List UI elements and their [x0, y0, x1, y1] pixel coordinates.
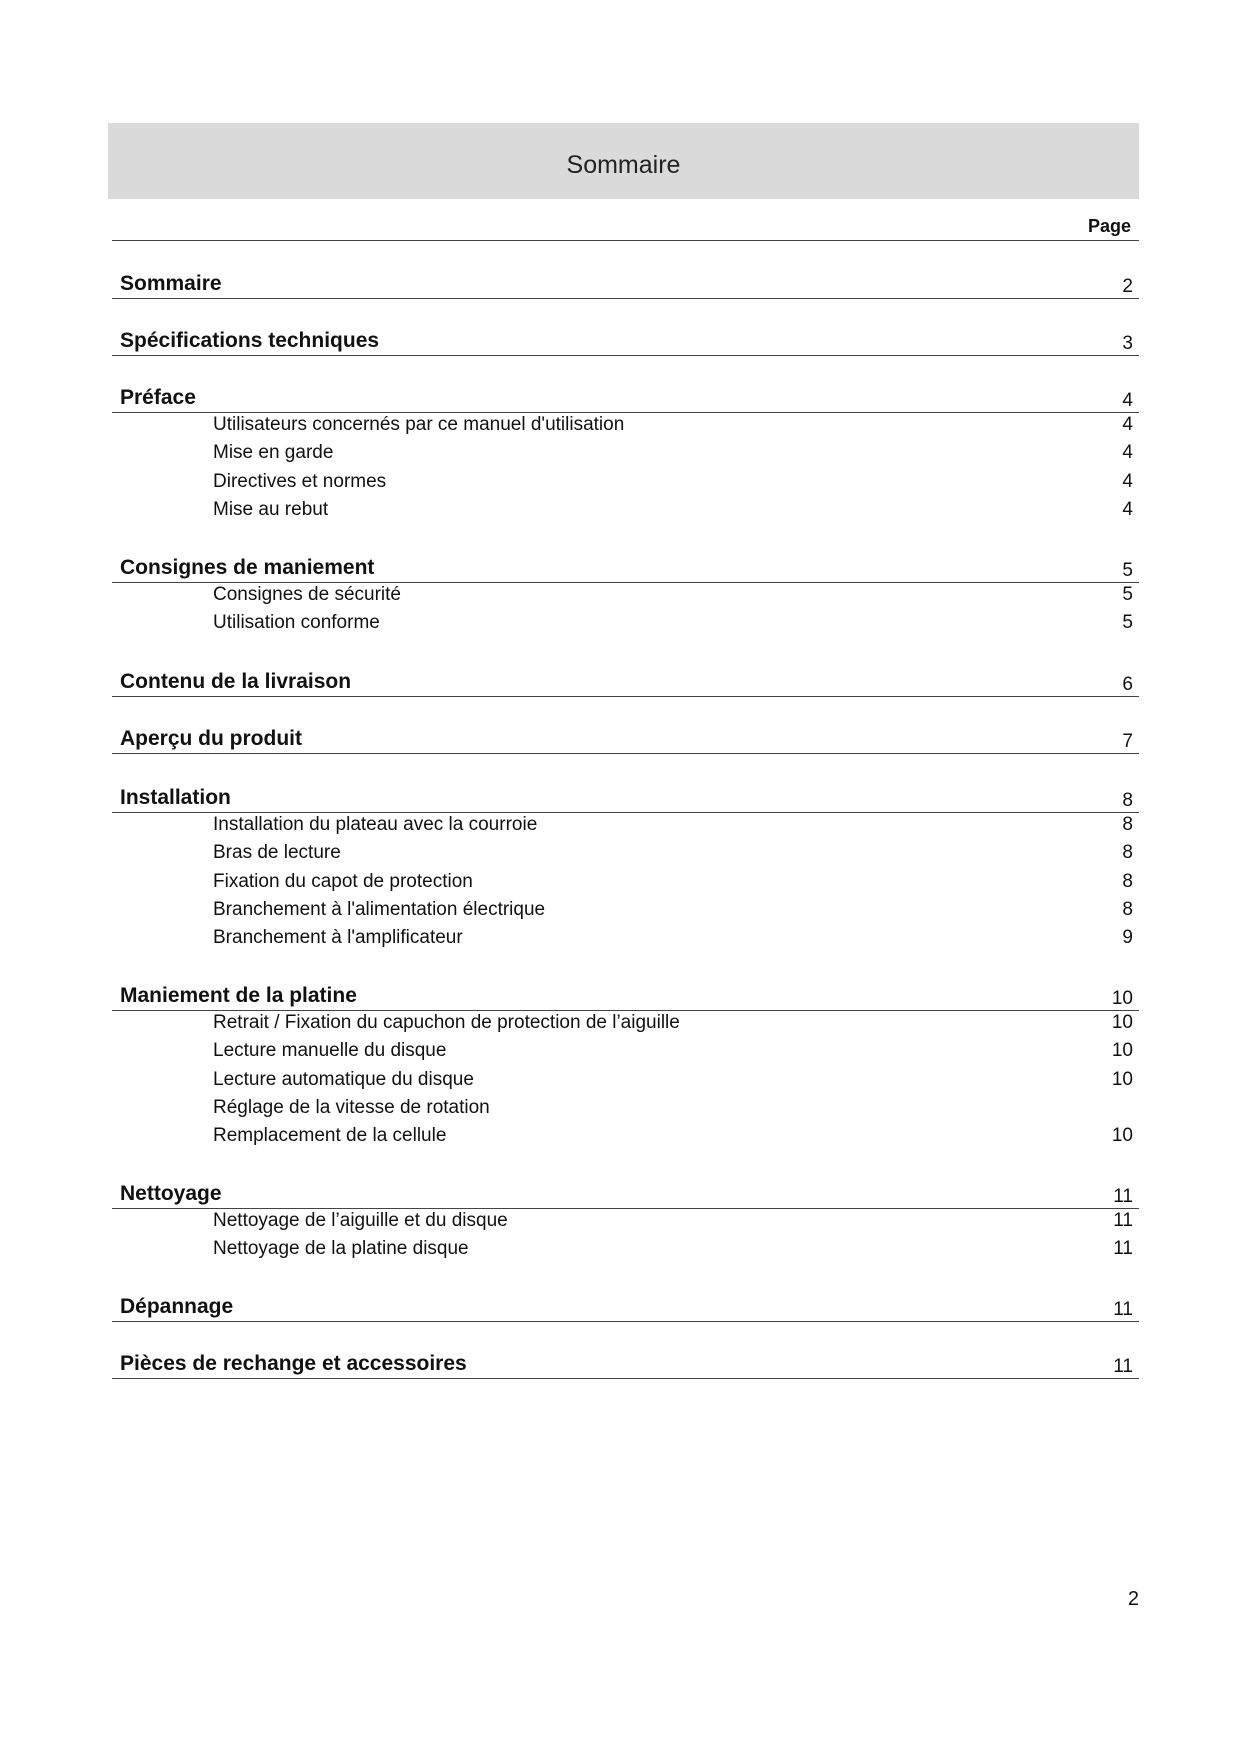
toc-subitem-title: Mise au rebut	[213, 498, 329, 520]
toc-section-row	[112, 723, 1139, 754]
toc-section-title: Pièces de rechange et accessoires	[120, 1352, 467, 1375]
toc-subitem-title: Utilisation conforme	[213, 612, 380, 634]
toc-subitem-page: 4	[1122, 442, 1133, 464]
toc-subitem-row	[112, 469, 1139, 497]
toc-subitem-title: Remplacement de la cellule	[213, 1125, 447, 1147]
toc-subitem-row	[112, 840, 1139, 868]
toc-subitem-title: Nettoyage de l’aiguille et du disque	[213, 1210, 508, 1231]
toc-section-row	[112, 980, 1139, 1011]
toc-subitem-page: 11	[1113, 1210, 1133, 1231]
toc-section-page: 8	[1122, 790, 1133, 811]
toc-section-page: 2	[1122, 276, 1133, 297]
toc-subitem-page: 8	[1122, 870, 1133, 892]
toc-section-title: Installation	[120, 786, 231, 809]
toc-subitem-row	[112, 1038, 1139, 1066]
toc-subitem-page: 8	[1122, 814, 1133, 835]
toc-subitem-title: Lecture automatique du disque	[213, 1068, 474, 1090]
toc-section-row	[112, 1291, 1139, 1322]
toc-section-row	[112, 666, 1139, 697]
toc-subitem-row	[112, 1208, 1139, 1236]
toc-subitem-title: Directives et normes	[213, 470, 387, 492]
toc-subitem-row	[112, 412, 1139, 440]
toc-subitem-page: 8	[1122, 842, 1133, 864]
toc-subitem-row	[112, 869, 1139, 897]
toc-subitem-title: Réglage de la vitesse de rotation	[213, 1096, 490, 1118]
toc-section-row	[112, 1178, 1139, 1209]
toc-section-row	[112, 382, 1139, 413]
toc-section-page: 11	[1113, 1299, 1133, 1320]
toc-subitem-page: 10	[1111, 1068, 1133, 1090]
toc-section-title: Préface	[120, 386, 196, 409]
toc-subitem-title: Branchement à l'alimentation électrique	[213, 898, 546, 920]
toc-subitem-title: Mise en garde	[213, 442, 334, 464]
toc-subitem-title: Installation du plateau avec la courroie	[213, 814, 538, 835]
toc-section-page: 3	[1122, 333, 1133, 354]
toc-section-title: Sommaire	[120, 272, 222, 295]
toc-subitem-page: 5	[1122, 584, 1133, 605]
toc-section-row	[112, 1348, 1139, 1379]
toc-section-title: Aperçu du produit	[120, 727, 302, 750]
toc-subitem-page: 10	[1111, 1012, 1133, 1033]
toc-subitem-title: Utilisateurs concernés par ce manuel d'utilisation	[213, 414, 625, 435]
toc-section-page: 7	[1122, 731, 1133, 752]
page-column-label: Page	[1087, 216, 1131, 236]
toc-subitem-title: Consignes de sécurité	[213, 584, 401, 605]
toc-subitem-title: Retrait / Fixation du capuchon de protection de l’aiguille	[213, 1012, 680, 1033]
page-title: Sommaire	[566, 150, 681, 179]
toc-subitem-title: Bras de lecture	[213, 842, 341, 864]
toc-section-row	[112, 552, 1139, 583]
toc-section-title: Maniement de la platine	[120, 984, 357, 1007]
toc-subitem-page: 11	[1113, 1238, 1133, 1260]
toc-subitem-title: Nettoyage de la platine disque	[213, 1238, 469, 1260]
toc-section-title: Consignes de maniement	[120, 556, 375, 579]
toc-subitem-page: 4	[1122, 470, 1133, 492]
toc-subitem-page: 5	[1122, 612, 1133, 634]
toc-subitem-page: 8	[1122, 898, 1133, 920]
toc-subitem-page: 4	[1122, 414, 1133, 435]
toc-subitem-title: Fixation du capot de protection	[213, 870, 473, 892]
toc-subitem-row	[112, 582, 1139, 610]
toc-section-row	[112, 325, 1139, 356]
toc-subitem-page: 10	[1111, 1040, 1133, 1062]
toc-subitem-row	[112, 1236, 1139, 1264]
toc-subitem-title: Branchement à l'amplificateur	[213, 927, 463, 949]
toc-subitem-row	[112, 897, 1139, 925]
toc-subitem-row	[112, 497, 1139, 525]
toc-section-row	[112, 268, 1139, 299]
toc-section-title: Dépannage	[120, 1295, 234, 1318]
toc-subitem-title: Lecture manuelle du disque	[213, 1040, 447, 1062]
toc-section-page: 11	[1113, 1186, 1133, 1207]
toc-subitem-row	[112, 812, 1139, 840]
toc-subitem-page: 9	[1122, 927, 1133, 949]
toc-section-title: Contenu de la livraison	[120, 670, 352, 693]
toc-subitem-row	[112, 925, 1139, 953]
toc-subitem-row	[112, 610, 1139, 638]
toc-subitem-row	[112, 1123, 1139, 1151]
toc-section-title: Nettoyage	[120, 1182, 222, 1205]
toc-section-page: 5	[1122, 560, 1133, 581]
toc-subitem-row	[112, 440, 1139, 468]
toc-section-page: 6	[1122, 674, 1133, 695]
toc-section-title: Spécifications techniques	[120, 329, 380, 352]
footer-page-number: 2	[1127, 1588, 1139, 1610]
toc-subitem-row	[112, 1067, 1139, 1095]
toc-section-row	[112, 782, 1139, 813]
toc-subitem-page: 4	[1122, 498, 1133, 520]
toc-section-page: 4	[1122, 390, 1133, 411]
toc-section-page: 10	[1111, 988, 1133, 1009]
toc-subitem-page: 10	[1111, 1125, 1133, 1147]
toc-section-page: 11	[1113, 1356, 1133, 1377]
toc-subitem-row	[112, 1010, 1139, 1038]
toc-subitem-row	[112, 1095, 1139, 1123]
